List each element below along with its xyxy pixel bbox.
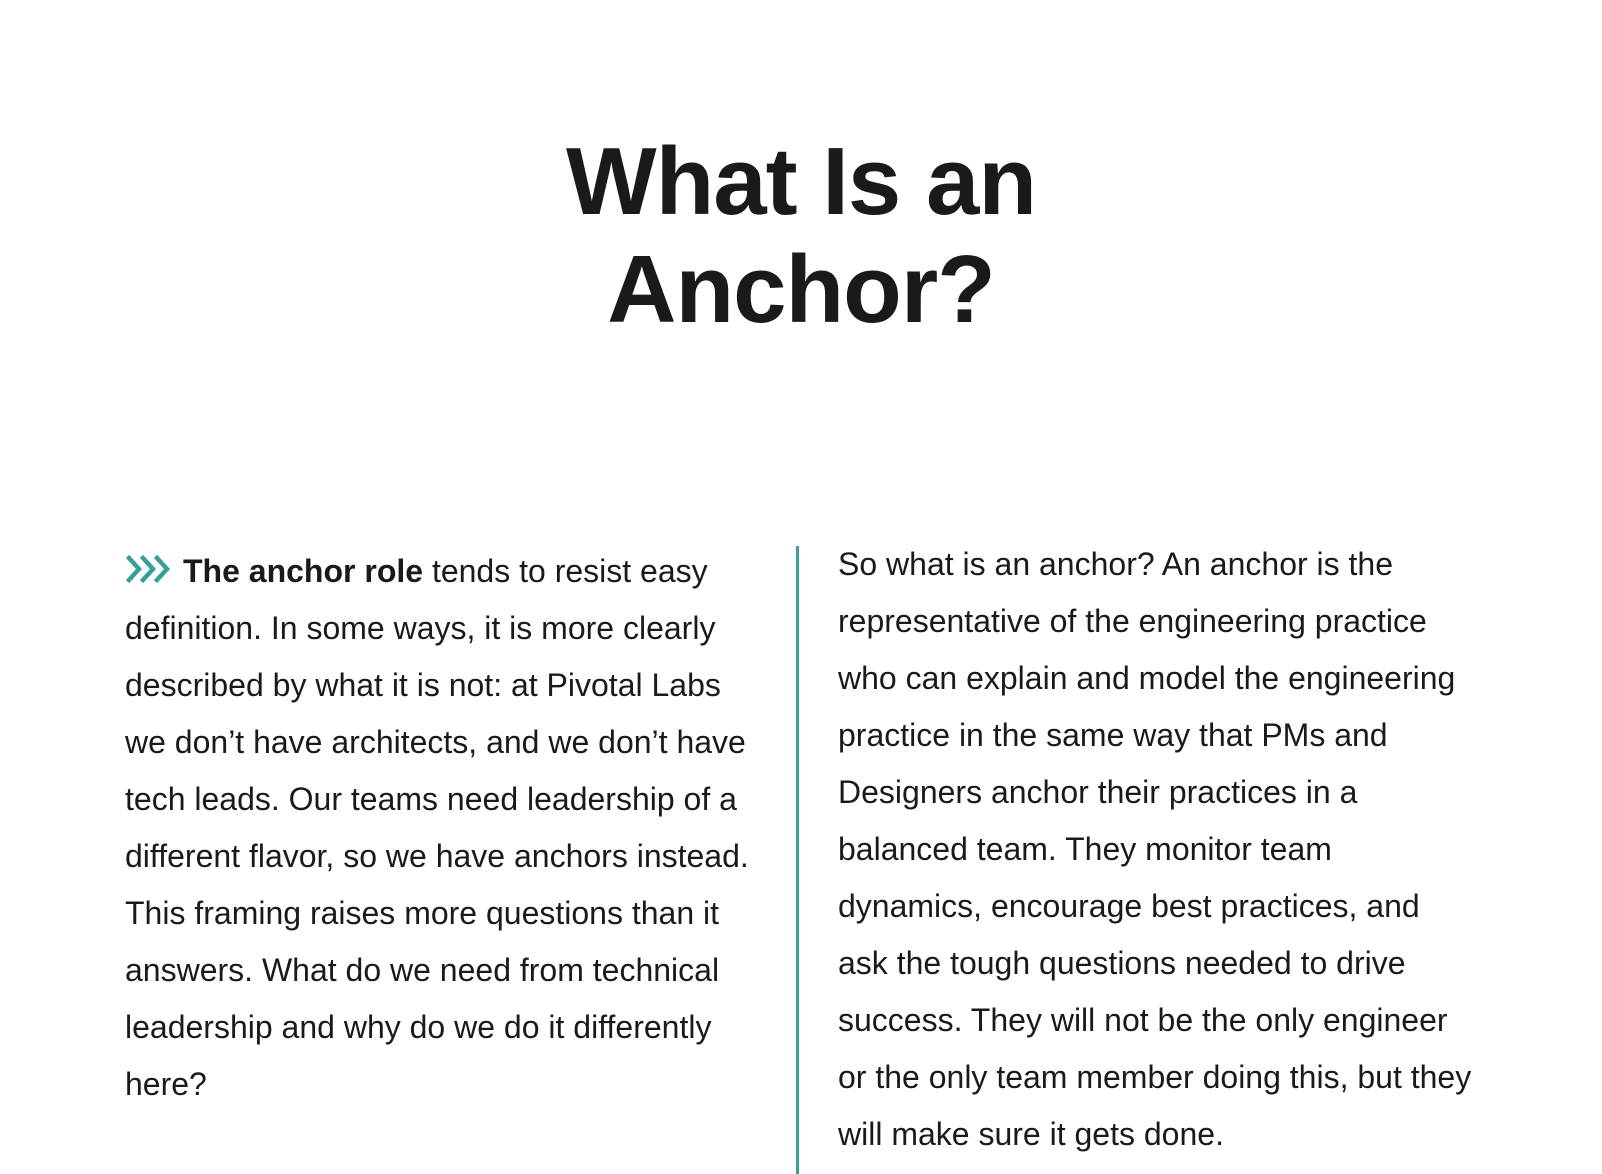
column-divider	[796, 546, 799, 1174]
triple-chevron-right-icon	[125, 554, 177, 584]
left-column-paragraph	[125, 543, 765, 1113]
lead-phrase: The anchor role	[183, 553, 424, 589]
page-title-line-2: Anchor?	[607, 236, 995, 343]
page-title	[0, 128, 1602, 344]
page-title-line-1: What Is an	[565, 128, 1037, 235]
left-column-text: tends to resist easy definition. In some ways, it is more clearly described by what it is not: at Pivotal Labs we don’t have architects, and we don’t have tech leads. Our teams need leadership of a different flavor, so we have anchors instead. This framing raises more questions than it answers. What do we need from technical leadership and why do we do it differently here?	[125, 553, 749, 1102]
right-column-paragraph: So what is an anchor? An anchor is the representative of the engineering practice who can explain and model the engineering practice in the same way that PMs and Designers anchor their practices in a balanced team. They monitor team dynamics, encourage best practices, and ask the tough questions needed to drive success. They will not be the only engineer or the only team member doing this, but they will make sure it gets done.	[838, 546, 1472, 1152]
